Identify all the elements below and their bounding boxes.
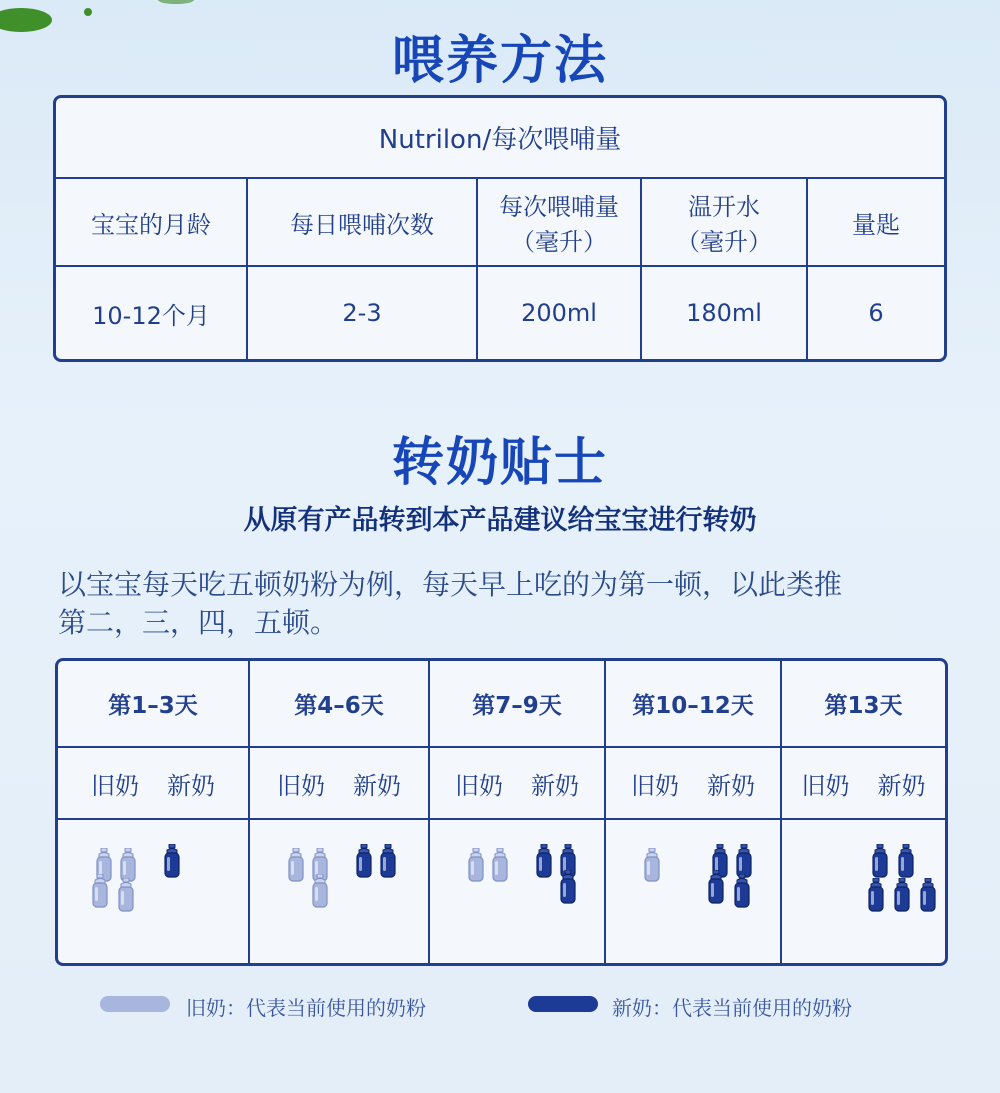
new-milk-bottle-icon xyxy=(734,844,754,878)
cell-water: 180ml xyxy=(641,266,807,359)
stage-bottles xyxy=(58,819,249,963)
stage-milk-types xyxy=(781,747,945,819)
stage-milk-types xyxy=(58,747,249,819)
leaf-decoration xyxy=(158,0,194,4)
old-milk-bottle-icon xyxy=(642,848,662,882)
old-milk-label: 旧奶 xyxy=(801,771,850,800)
feeding-table-title: Nutrilon/每次喂哺量 xyxy=(56,98,944,178)
old-milk-bottle-icon xyxy=(286,848,306,882)
cell-times: 2-3 xyxy=(247,266,477,359)
stage-label: 第7–9天 xyxy=(429,661,605,747)
new-milk-bottle-icon xyxy=(732,874,752,908)
stage-bottles xyxy=(249,819,429,963)
transition-title: 转奶贴士 xyxy=(391,433,608,493)
new-milk-bottle-icon xyxy=(378,844,398,878)
feeding-table xyxy=(56,98,944,359)
old-milk-bottle-icon xyxy=(118,848,138,882)
new-milk-bottle-icon xyxy=(892,878,912,912)
new-milk-label: 新奶 xyxy=(167,771,215,800)
new-milk-bottle-icon xyxy=(918,878,938,912)
transition-table-card xyxy=(55,658,948,966)
stage-label: 第1–3天 xyxy=(58,661,249,747)
new-milk-label: 新奶 xyxy=(707,771,755,800)
stage-label: 第10–12天 xyxy=(605,661,781,747)
old-milk-label: 旧奶 xyxy=(455,771,503,800)
new-milk-bottle-icon xyxy=(558,870,578,904)
new-milk-bottle-icon xyxy=(354,844,374,878)
new-milk-bottle-icon xyxy=(896,844,916,878)
new-milk-label: 新奶 xyxy=(877,771,926,800)
feeding-table-card xyxy=(53,95,947,362)
legend-old-text: 旧奶：代表当前使用的奶粉 xyxy=(186,996,426,1020)
new-milk-bottle-icon xyxy=(706,870,726,904)
new-milk-bottle-icon xyxy=(870,844,890,878)
header-scoops: 量匙 xyxy=(807,178,944,266)
new-milk-bottle-icon xyxy=(534,844,554,878)
old-milk-label: 旧奶 xyxy=(631,771,679,800)
old-milk-label: 旧奶 xyxy=(277,771,325,800)
cell-scoops: 6 xyxy=(807,266,944,359)
stage-milk-types xyxy=(429,747,605,819)
old-milk-bottle-icon xyxy=(490,848,510,882)
transition-description: 以宝宝每天吃五顿奶粉为例，每天早上吃的为第一顿，以此类推 第二，三，四，五顿。 xyxy=(58,568,843,639)
stage-bottles xyxy=(605,819,781,963)
new-milk-label: 新奶 xyxy=(531,771,579,800)
old-milk-bottle-icon xyxy=(466,848,486,882)
stage-bottles xyxy=(781,819,945,963)
cell-age: 10-12个月 xyxy=(56,266,247,359)
header-amount: 每次喂哺量 （毫升） xyxy=(477,178,641,266)
new-milk-label: 新奶 xyxy=(353,771,401,800)
stage-bottles xyxy=(429,819,605,963)
legend-old-swatch xyxy=(100,996,170,1012)
new-milk-bottle-icon xyxy=(162,844,182,878)
header-age: 宝宝的月龄 xyxy=(56,178,247,266)
stage-milk-types xyxy=(249,747,429,819)
legend-new-text: 新奶：代表当前使用的奶粉 xyxy=(612,996,852,1020)
new-milk-bottle-icon xyxy=(866,878,886,912)
feeding-title: 喂养方法 xyxy=(391,31,608,91)
old-milk-label: 旧奶 xyxy=(91,771,139,800)
old-milk-bottle-icon xyxy=(90,874,110,908)
old-milk-bottle-icon xyxy=(116,878,136,912)
legend-new-swatch xyxy=(528,996,598,1012)
old-milk-bottle-icon xyxy=(310,874,330,908)
cell-amount: 200ml xyxy=(477,266,641,359)
transition-subtitle: 从原有产品转到本产品建议给宝宝进行转奶 xyxy=(243,505,757,536)
stage-label: 第13天 xyxy=(781,661,945,747)
leaf-decoration xyxy=(84,8,92,16)
header-times: 每日喂哺次数 xyxy=(247,178,477,266)
transition-table xyxy=(58,661,945,963)
header-water: 温开水 （毫升） xyxy=(641,178,807,266)
stage-label: 第4–6天 xyxy=(249,661,429,747)
stage-milk-types xyxy=(605,747,781,819)
